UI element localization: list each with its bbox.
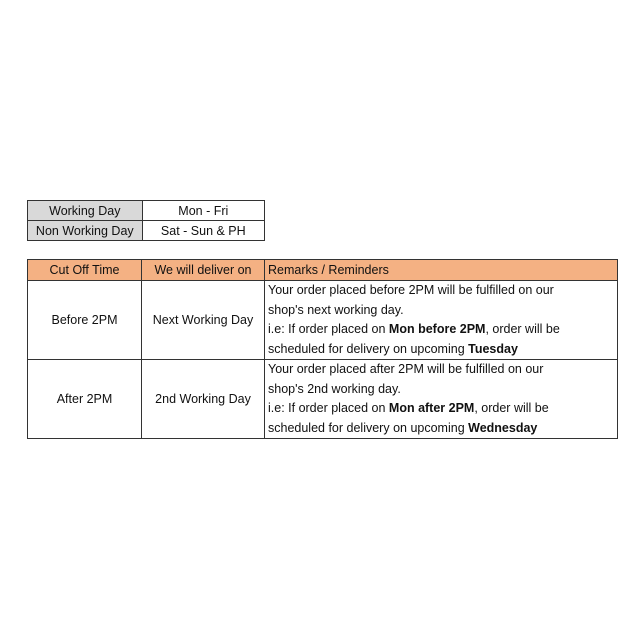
- header-deliver-on: We will deliver on: [142, 260, 265, 281]
- remark-line: shop's 2nd working day.: [268, 381, 401, 396]
- remark-text: , order will be: [485, 322, 560, 336]
- remark-emphasis: Wednesday: [468, 420, 538, 435]
- remark-emphasis: Mon before 2PM: [388, 322, 486, 336]
- table-row: [28, 221, 265, 241]
- table-header-row: [28, 260, 618, 281]
- remark-text: scheduled for delivery on upcoming: [268, 420, 469, 435]
- remark-line: [268, 320, 614, 340]
- header-remarks: Remarks / Reminders: [265, 260, 618, 281]
- table-row: [28, 201, 265, 221]
- delivery-schedule-table: [27, 259, 618, 439]
- remark-emphasis: Tuesday: [468, 341, 518, 356]
- remark-cell: [265, 281, 618, 360]
- cutoff-cell: After 2PM: [28, 360, 142, 439]
- remark-cell: [265, 360, 618, 439]
- table-row: [28, 281, 618, 360]
- cutoff-cell: Before 2PM: [28, 281, 142, 360]
- remark-line: Your order placed after 2PM will be fulfilled on our: [268, 362, 544, 376]
- non-working-day-value: Sat - Sun & PH: [142, 221, 264, 241]
- remark-text: , order will be: [474, 401, 549, 415]
- working-day-value: Mon - Fri: [142, 201, 264, 221]
- remark-text: i.e: If order placed on: [268, 401, 389, 415]
- remark-line: [268, 399, 614, 419]
- deliver-on-cell: 2nd Working Day: [142, 360, 265, 439]
- remark-line: [268, 419, 614, 439]
- table-row: [28, 360, 618, 439]
- deliver-on-cell: Next Working Day: [142, 281, 265, 360]
- remark-line: shop's next working day.: [268, 302, 404, 317]
- remark-text: i.e: If order placed on: [268, 322, 389, 336]
- remark-line: [268, 340, 614, 360]
- working-day-label: Working Day: [28, 201, 143, 221]
- working-days-table: [27, 200, 265, 241]
- header-cut-off-time: Cut Off Time: [28, 260, 142, 281]
- remark-line: Your order placed before 2PM will be fulfilled on our: [268, 283, 554, 297]
- remark-text: scheduled for delivery on upcoming: [268, 341, 469, 356]
- non-working-day-label: Non Working Day: [28, 221, 143, 241]
- remark-emphasis: Mon after 2PM: [388, 401, 475, 415]
